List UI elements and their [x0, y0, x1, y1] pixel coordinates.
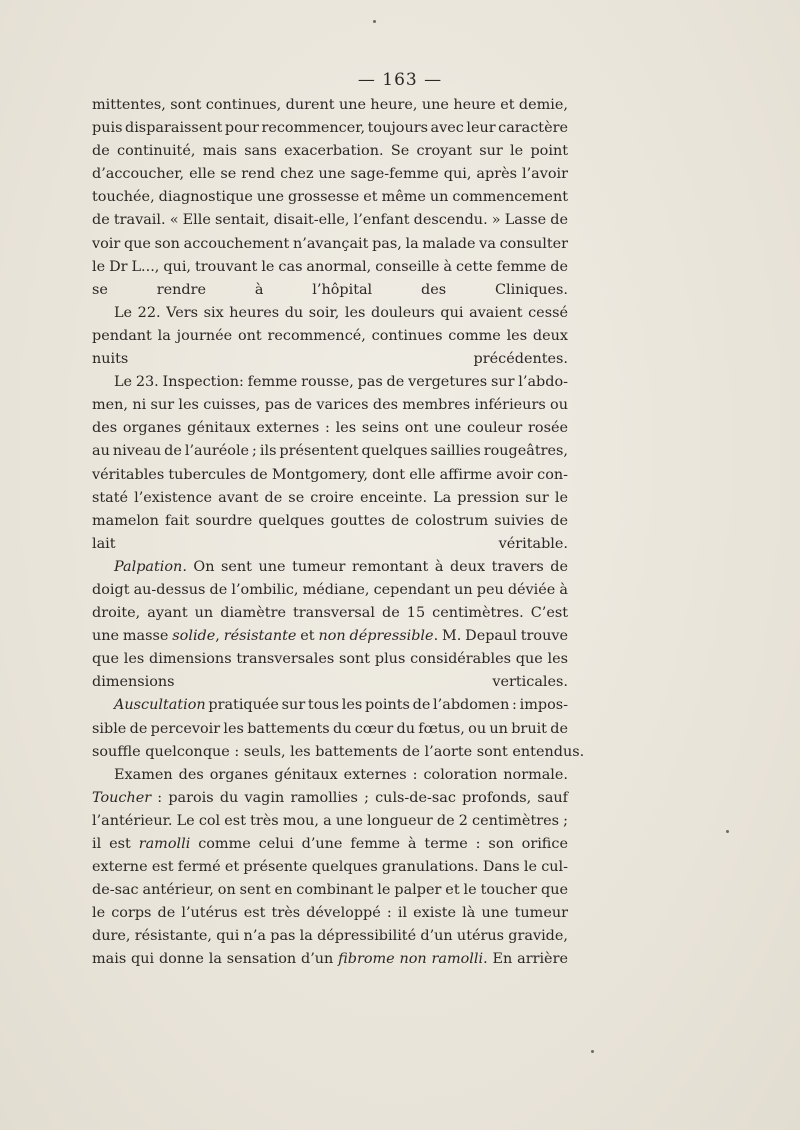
- paper-speck: [726, 830, 729, 833]
- italic-text: Toucher: [92, 789, 152, 806]
- text-segment: Le 22. Vers six heures du soir, les douleurs qui avaient cessé: [114, 304, 568, 321]
- text-line: [92, 256, 568, 279]
- text-segment: pendant la journée ont recommencé, continues comme les deux: [92, 327, 568, 344]
- text-line: [92, 625, 568, 648]
- paragraph: [92, 556, 568, 695]
- text-segment: il est: [92, 836, 139, 852]
- text-segment: comme celui d’une femme à terme : son orifice: [190, 836, 568, 852]
- text-segment: . M. Depaul trouve: [433, 628, 568, 645]
- text-line: [92, 764, 568, 787]
- text-segment: l’antérieur. Le col est très mou, a une longueur de 2 centimètres ;: [92, 812, 568, 829]
- text-line: [92, 140, 568, 163]
- text-line: [92, 718, 568, 741]
- paragraph: [92, 694, 585, 763]
- text-segment: véritables tubercules de Montgomery, dont elle affirme avoir con-: [92, 466, 568, 483]
- text-line: [92, 741, 585, 764]
- text-segment: droite, ayant un diamètre transversal de 15 centimètres. C’est: [92, 605, 568, 622]
- text-line: [92, 348, 568, 371]
- text-line: [92, 856, 568, 879]
- text-segment: de travail. « Elle sentait, disait-elle, l’enfant descendu. » Lasse de: [92, 212, 568, 229]
- paragraph: [92, 94, 568, 302]
- text-segment: Le 23. Inspection: femme rousse, pas de vergetures sur l’abdo-: [114, 374, 568, 391]
- text-segment: dure, résistante, qui n’a pas la dépressibilité d’un utérus gravide,: [92, 928, 568, 945]
- text-segment: que les dimensions transversales sont plus considérables que les: [92, 651, 568, 668]
- text-segment: le corps de l’utérus est très développé : il existe là une tumeur: [92, 905, 568, 922]
- text-line: [92, 602, 568, 625]
- text-line: [92, 117, 568, 140]
- italic-text: ramolli: [138, 836, 191, 852]
- text-line: [92, 510, 568, 533]
- text-segment: externe est fermé et présente quelques granulations. Dans le cul-: [92, 859, 568, 876]
- text-segment: men, ni sur les cuisses, pas de varices des membres inférieurs ou: [92, 397, 568, 414]
- paper-speck: [591, 1050, 594, 1053]
- text-segment: voir que son accouchement n’avançait pas, la malade va consulter: [92, 235, 568, 252]
- text-segment: des organes génitaux externes : les seins ont une couleur rosée: [92, 420, 568, 437]
- page-number: — 163 —: [357, 70, 443, 90]
- text-segment: touchée, diagnostique une grossesse et même un commencement: [92, 189, 568, 206]
- text-segment: puis disparaissent pour recommencer, toujours avec leur caractère: [92, 120, 568, 137]
- text-segment: de-sac antérieur, on sent en combinant le palper et le toucher que: [92, 882, 568, 899]
- text-line: [92, 533, 568, 556]
- text-line: [92, 464, 568, 487]
- text-segment: sible de percevoir les battements du cœur du fœtus, ou un bruit de: [92, 720, 568, 737]
- text-line: [92, 371, 568, 394]
- text-segment: : parois du vagin ramollies ; culs-de-sac profonds, sauf: [151, 789, 568, 806]
- text-line: [92, 325, 568, 348]
- text-line: [92, 694, 568, 717]
- text-line: [92, 925, 568, 948]
- text-segment: dimensions verticales.: [92, 674, 568, 691]
- text-segment: On sent une tumeur remontant à deux travers de: [186, 558, 568, 575]
- text-segment: mittentes, sont continues, durent une heure, une heure et demie,: [92, 97, 568, 113]
- text-line: [92, 394, 568, 417]
- text-line: [92, 556, 568, 579]
- text-line: [92, 648, 568, 671]
- text-segment: et: [296, 628, 319, 645]
- text-line: [92, 487, 568, 510]
- text-line: [92, 902, 568, 925]
- paper-speck: [373, 20, 376, 23]
- italic-text: solide: [172, 628, 216, 645]
- italic-text: Auscultation: [114, 697, 206, 714]
- text-segment: . En arrière: [483, 951, 568, 968]
- text-line: [92, 579, 568, 602]
- text-segment: doigt au-dessus de l’ombilic, médiane, cependant un peu déviée à: [92, 581, 568, 598]
- text-line: [92, 833, 568, 856]
- text-line: [92, 810, 568, 833]
- paragraph: [92, 302, 568, 371]
- text-segment: mamelon fait sourdre quelques gouttes de colostrum suivies de: [92, 512, 568, 529]
- italic-text: fibrome non ramolli: [338, 951, 484, 968]
- text-segment: ,: [215, 628, 224, 645]
- text-line: [92, 417, 568, 440]
- text-segment: d’accoucher, elle se rend chez une sage-femme qui, après l’avoir: [92, 166, 568, 183]
- italic-text: non dépressible: [318, 628, 434, 645]
- text-line: [92, 163, 568, 186]
- text-segment: souffle quelconque : seuls, les battements de l’aorte sont entendus.: [92, 743, 585, 760]
- text-line: [92, 302, 568, 325]
- italic-text: résistante: [223, 628, 297, 645]
- text-line: [92, 279, 568, 302]
- body-text: [92, 94, 585, 972]
- text-line: [92, 671, 568, 694]
- text-line: [92, 186, 568, 209]
- text-segment: une masse: [92, 628, 173, 645]
- text-line: [92, 440, 568, 463]
- text-line: [92, 948, 568, 971]
- text-segment: le Dr L..., qui, trouvant le cas anormal, conseille à cette femme de: [92, 258, 568, 275]
- text-line: [92, 233, 568, 256]
- text-line: [92, 787, 568, 810]
- text-segment: lait véritable.: [92, 535, 568, 552]
- paragraph: [92, 764, 568, 972]
- text-line: [92, 209, 568, 232]
- text-segment: mais qui donne la sensation d’un: [92, 951, 339, 968]
- text-line: [92, 94, 568, 117]
- text-line: [92, 879, 568, 902]
- italic-text: Palpation.: [114, 558, 187, 575]
- text-segment: se rendre à l’hôpital des Cliniques.: [92, 281, 568, 298]
- text-segment: staté l’existence avant de se croire enceinte. La pression sur le: [92, 489, 568, 506]
- text-segment: au niveau de l’auréole ; ils présentent quelques saillies rougeâtres,: [92, 443, 568, 460]
- text-segment: Examen des organes génitaux externes : coloration normale.: [114, 766, 568, 783]
- text-segment: pratiquée sur tous les points de l’abdomen : impos-: [205, 697, 568, 714]
- text-segment: de continuité, mais sans exacerbation. Se croyant sur le point: [92, 143, 568, 160]
- text-segment: nuits précédentes.: [92, 351, 568, 368]
- paragraph: [92, 371, 568, 556]
